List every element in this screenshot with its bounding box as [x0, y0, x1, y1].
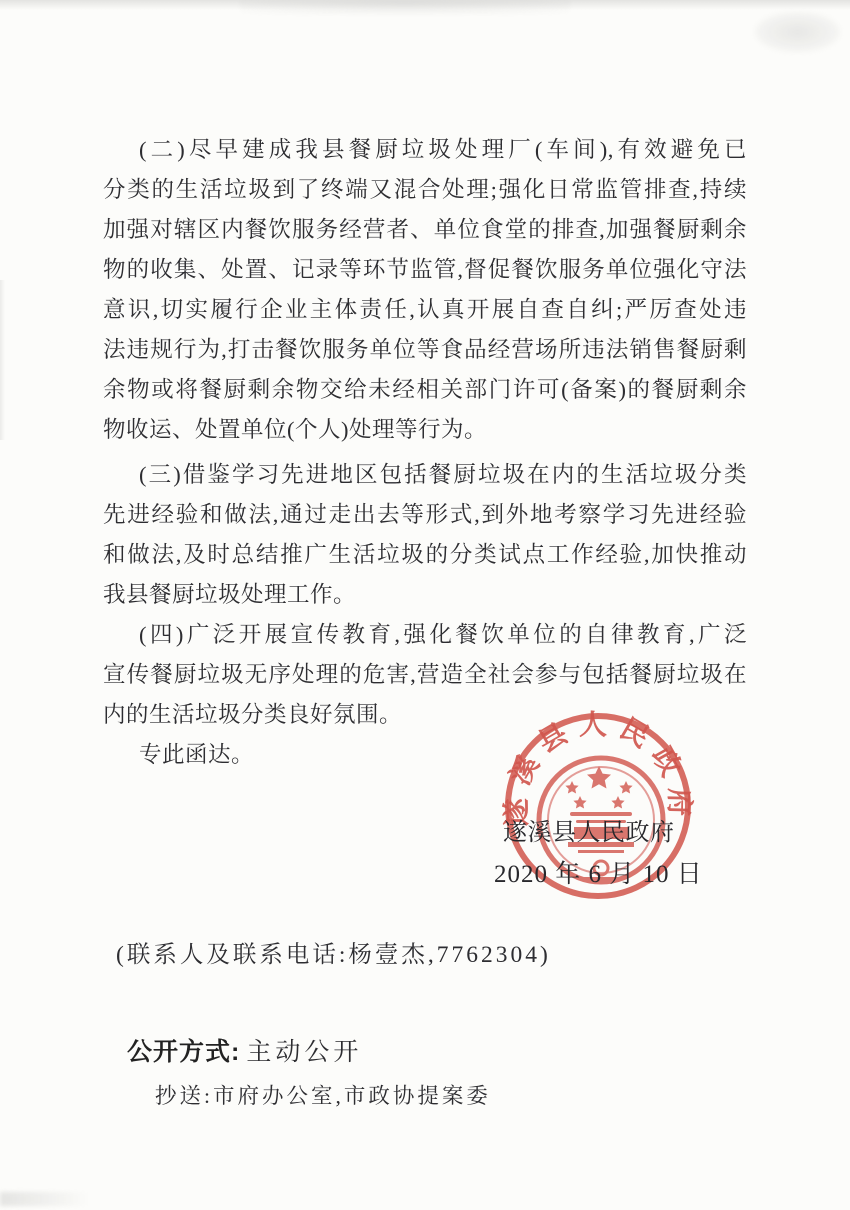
cc-line	[155, 1082, 491, 1110]
closing-line: 专此函达。	[139, 742, 255, 767]
body-line: 和做法,及时总结推广生活垃圾的分类试点工作经验,加快推动	[103, 542, 747, 567]
body-line: 物收运、处置单位(个人)处理等行为。	[103, 417, 487, 442]
scan-artifact-bottom-left	[0, 1192, 90, 1206]
body-line: 宣传餐厨垃圾无序处理的危害,营造全社会参与包括餐厨垃圾在	[103, 662, 747, 687]
contact-info: (联系人及联系电话:杨壹杰,7762304)	[116, 942, 551, 968]
issuer-signature: 遂溪县人民政府	[503, 820, 675, 846]
seal-ring-text: 遂溪县人民政府	[501, 709, 695, 827]
scan-artifact-left-edge	[0, 280, 5, 440]
body-line: 先进经验和做法,通过走出去等形式,到外地考察学习先进经验	[103, 502, 747, 527]
body-line: 我县餐厨垃圾处理工作。	[103, 582, 357, 607]
cc-label: 抄送:	[155, 1084, 213, 1108]
body-line: 物的收集、处置、记录等环节监管,督促餐饮服务单位强化守法	[103, 257, 747, 282]
scan-artifact-top-mid	[240, 0, 570, 14]
body-line: (四)广泛开展宣传教育,强化餐饮单位的自律教育,广泛	[139, 622, 747, 647]
publicity-method-line	[127, 1037, 362, 1068]
publicity-method-value: 主动公开	[246, 1039, 363, 1066]
body-line: 余物或将餐厨剩余物交给未经相关部门许可(备案)的餐厨剩余	[103, 377, 747, 402]
body-line: (三)借鉴学习先进地区包括餐厨垃圾在内的生活垃圾分类	[139, 462, 747, 487]
body-line: (二)尽早建成我县餐厨垃圾处理厂(车间),有效避免已	[139, 137, 747, 162]
cc-value: 市府办公室,市政协提案委	[212, 1084, 491, 1108]
issue-date: 2020 年 6 月 10 日	[494, 861, 703, 888]
body-line: 法违规行为,打击餐饮服务单位等食品经营场所违法销售餐厨剩	[103, 337, 747, 362]
body-line: 分类的生活垃圾到了终端又混合处理;强化日常监管排查,持续	[103, 177, 747, 202]
scan-artifact-top-right	[755, 12, 840, 52]
publicity-method-label: 公开方式:	[127, 1038, 241, 1066]
body-line: 加强对辖区内餐饮服务经营者、单位食堂的排查,加强餐厨剩余	[103, 217, 747, 242]
body-line: 内的生活垃圾分类良好氛围。	[103, 702, 403, 727]
body-line: 意识,切实履行企业主体责任,认真开展自查自纠;严厉查处违	[103, 297, 747, 322]
official-seal	[478, 686, 718, 926]
scan-artifact-top	[0, 0, 850, 10]
